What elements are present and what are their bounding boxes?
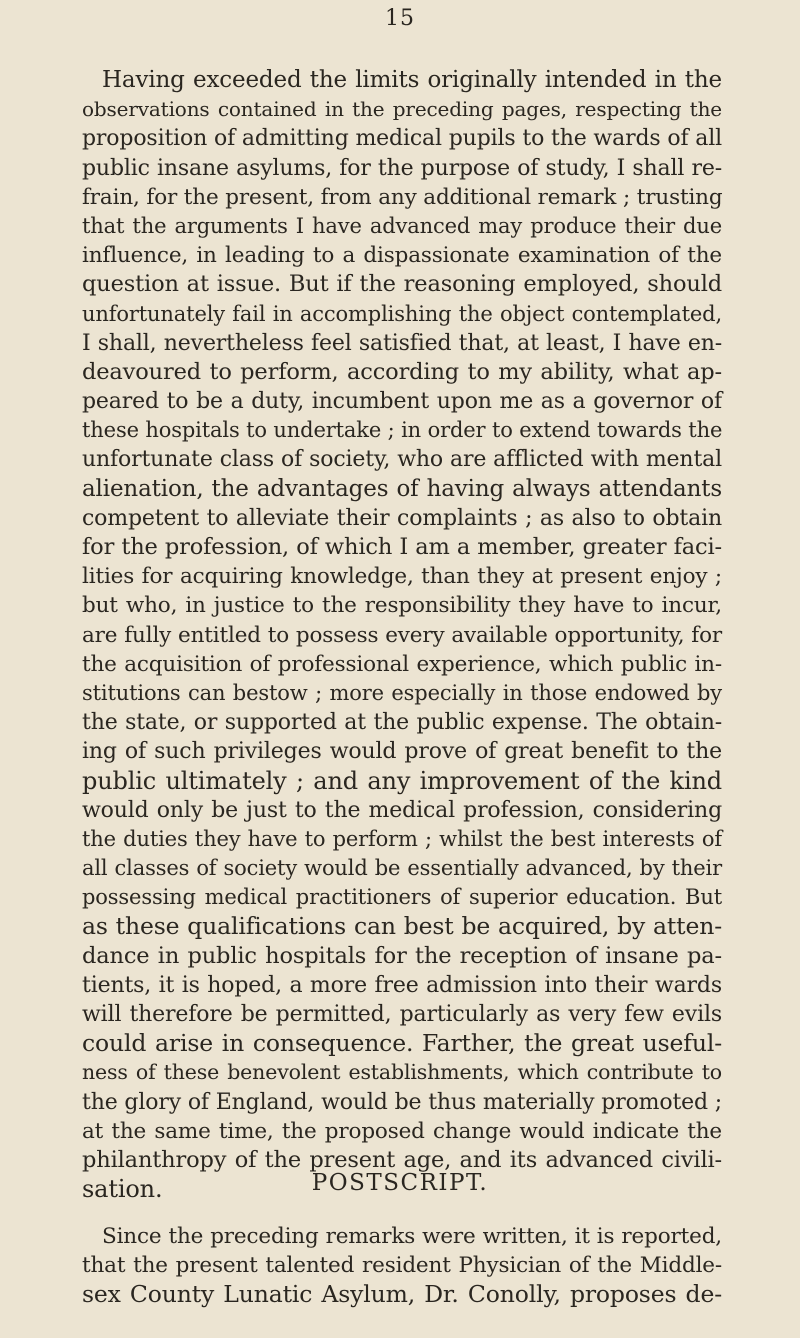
paragraph-line: at the same time, the proposed change would indicate the: [82, 1118, 722, 1144]
paragraph-line: influence, in leading to a dispassionate examination of the: [82, 243, 722, 269]
paragraph-line: philanthropy of the present age, and its advanced civili-: [82, 1146, 722, 1173]
paragraph-line: dance in public hospitals for the reception of insane pa-: [82, 942, 722, 969]
postscript-line: sex County Lunatic Asylum, Dr. Conolly, proposes de-: [82, 1280, 722, 1309]
paragraph-line: but who, in justice to the responsibility they have to incur,: [82, 593, 722, 619]
paragraph-line: ing of such privileges would prove of great benefit to the: [82, 739, 722, 765]
paragraph-line: question at issue. But if the reasoning employed, should: [82, 271, 722, 298]
paragraph-line: I shall, nevertheless feel satisfied that, at least, I have en-: [82, 330, 722, 356]
paragraph-line: that the arguments I have advanced may produce their due: [82, 213, 722, 238]
paragraph-line: would only be just to the medical profession, considering: [82, 797, 722, 823]
paragraph-line: tients, it is hoped, a more free admission into their wards: [82, 972, 722, 998]
paragraph-line: deavoured to perform, according to my ability, what ap-: [82, 358, 722, 385]
paragraph-line: these hospitals to undertake ; in order to extend towards the: [82, 418, 723, 443]
paragraph-line: the glory of England, would be thus materially promoted ;: [82, 1089, 723, 1115]
paragraph-line: public insane asylums, for the purpose of study, I shall re-: [82, 155, 722, 181]
paragraph-line: possessing medical practitioners of superior education. But: [82, 885, 722, 910]
paragraph-line: all classes of society would be essentially advanced, by their: [82, 856, 722, 881]
paragraph-line: ness of these benevolent establishments, which contribute to: [82, 1060, 722, 1085]
postscript-heading: POSTSCRIPT.: [311, 1170, 489, 1196]
postscript-paragraph: [82, 1222, 722, 1310]
paragraph-line: will therefore be permitted, particularly as very few evils: [82, 1002, 722, 1027]
paragraph-line: Having exceeded the limits originally intended in the: [102, 67, 722, 93]
paragraph-line: unfortunately fail in accomplishing the object contemplated,: [82, 301, 722, 326]
paragraph-line: competent to alleviate their complaints ; as also to obtain: [82, 505, 722, 531]
paragraph-line: observations contained in the preceding pages, respecting the: [82, 97, 722, 122]
paragraph-line: stitutions can bestow ; more especially in those endowed by: [82, 680, 722, 705]
postscript-line: that the present talented resident Physician of the Middle-: [82, 1253, 722, 1279]
paragraph-line: frain, for the present, from any additional remark ; trusting: [82, 184, 723, 210]
paragraph-line: public ultimately ; and any improvement of the kind: [82, 766, 722, 795]
main-paragraph: [82, 66, 722, 1204]
paragraph-line: could arise in consequence. Farther, the great useful-: [82, 1029, 722, 1058]
paragraph-line: lities for acquiring knowledge, than they at present enjoy ;: [82, 564, 722, 590]
paragraph-line: peared to be a duty, incumbent upon me as a governor of: [82, 389, 722, 415]
paragraph-line: the state, or supported at the public expense. The obtain-: [82, 710, 722, 736]
paragraph-line: are fully entitled to possess every available opportunity, for: [82, 622, 722, 648]
postscript-line: Since the preceding remarks were written, it is reported,: [102, 1224, 722, 1249]
page-number: 15: [385, 6, 415, 31]
paragraph-line: the acquisition of professional experience, which public in-: [82, 651, 722, 677]
paragraph-line: unfortunate class of society, who are afflicted with mental: [82, 447, 722, 473]
paragraph-line: the duties they have to perform ; whilst the best interests of: [82, 826, 722, 851]
paragraph-line: sation.: [82, 1175, 163, 1204]
paragraph-line: alienation, the advantages of having always attendants: [82, 475, 722, 502]
paragraph-line: for the profession, of which I am a member, greater faci-: [82, 534, 722, 560]
paragraph-line: as these qualifications can best be acquired, by atten-: [82, 912, 722, 941]
paragraph-line: proposition of admitting medical pupils to the wards of all: [82, 126, 723, 152]
